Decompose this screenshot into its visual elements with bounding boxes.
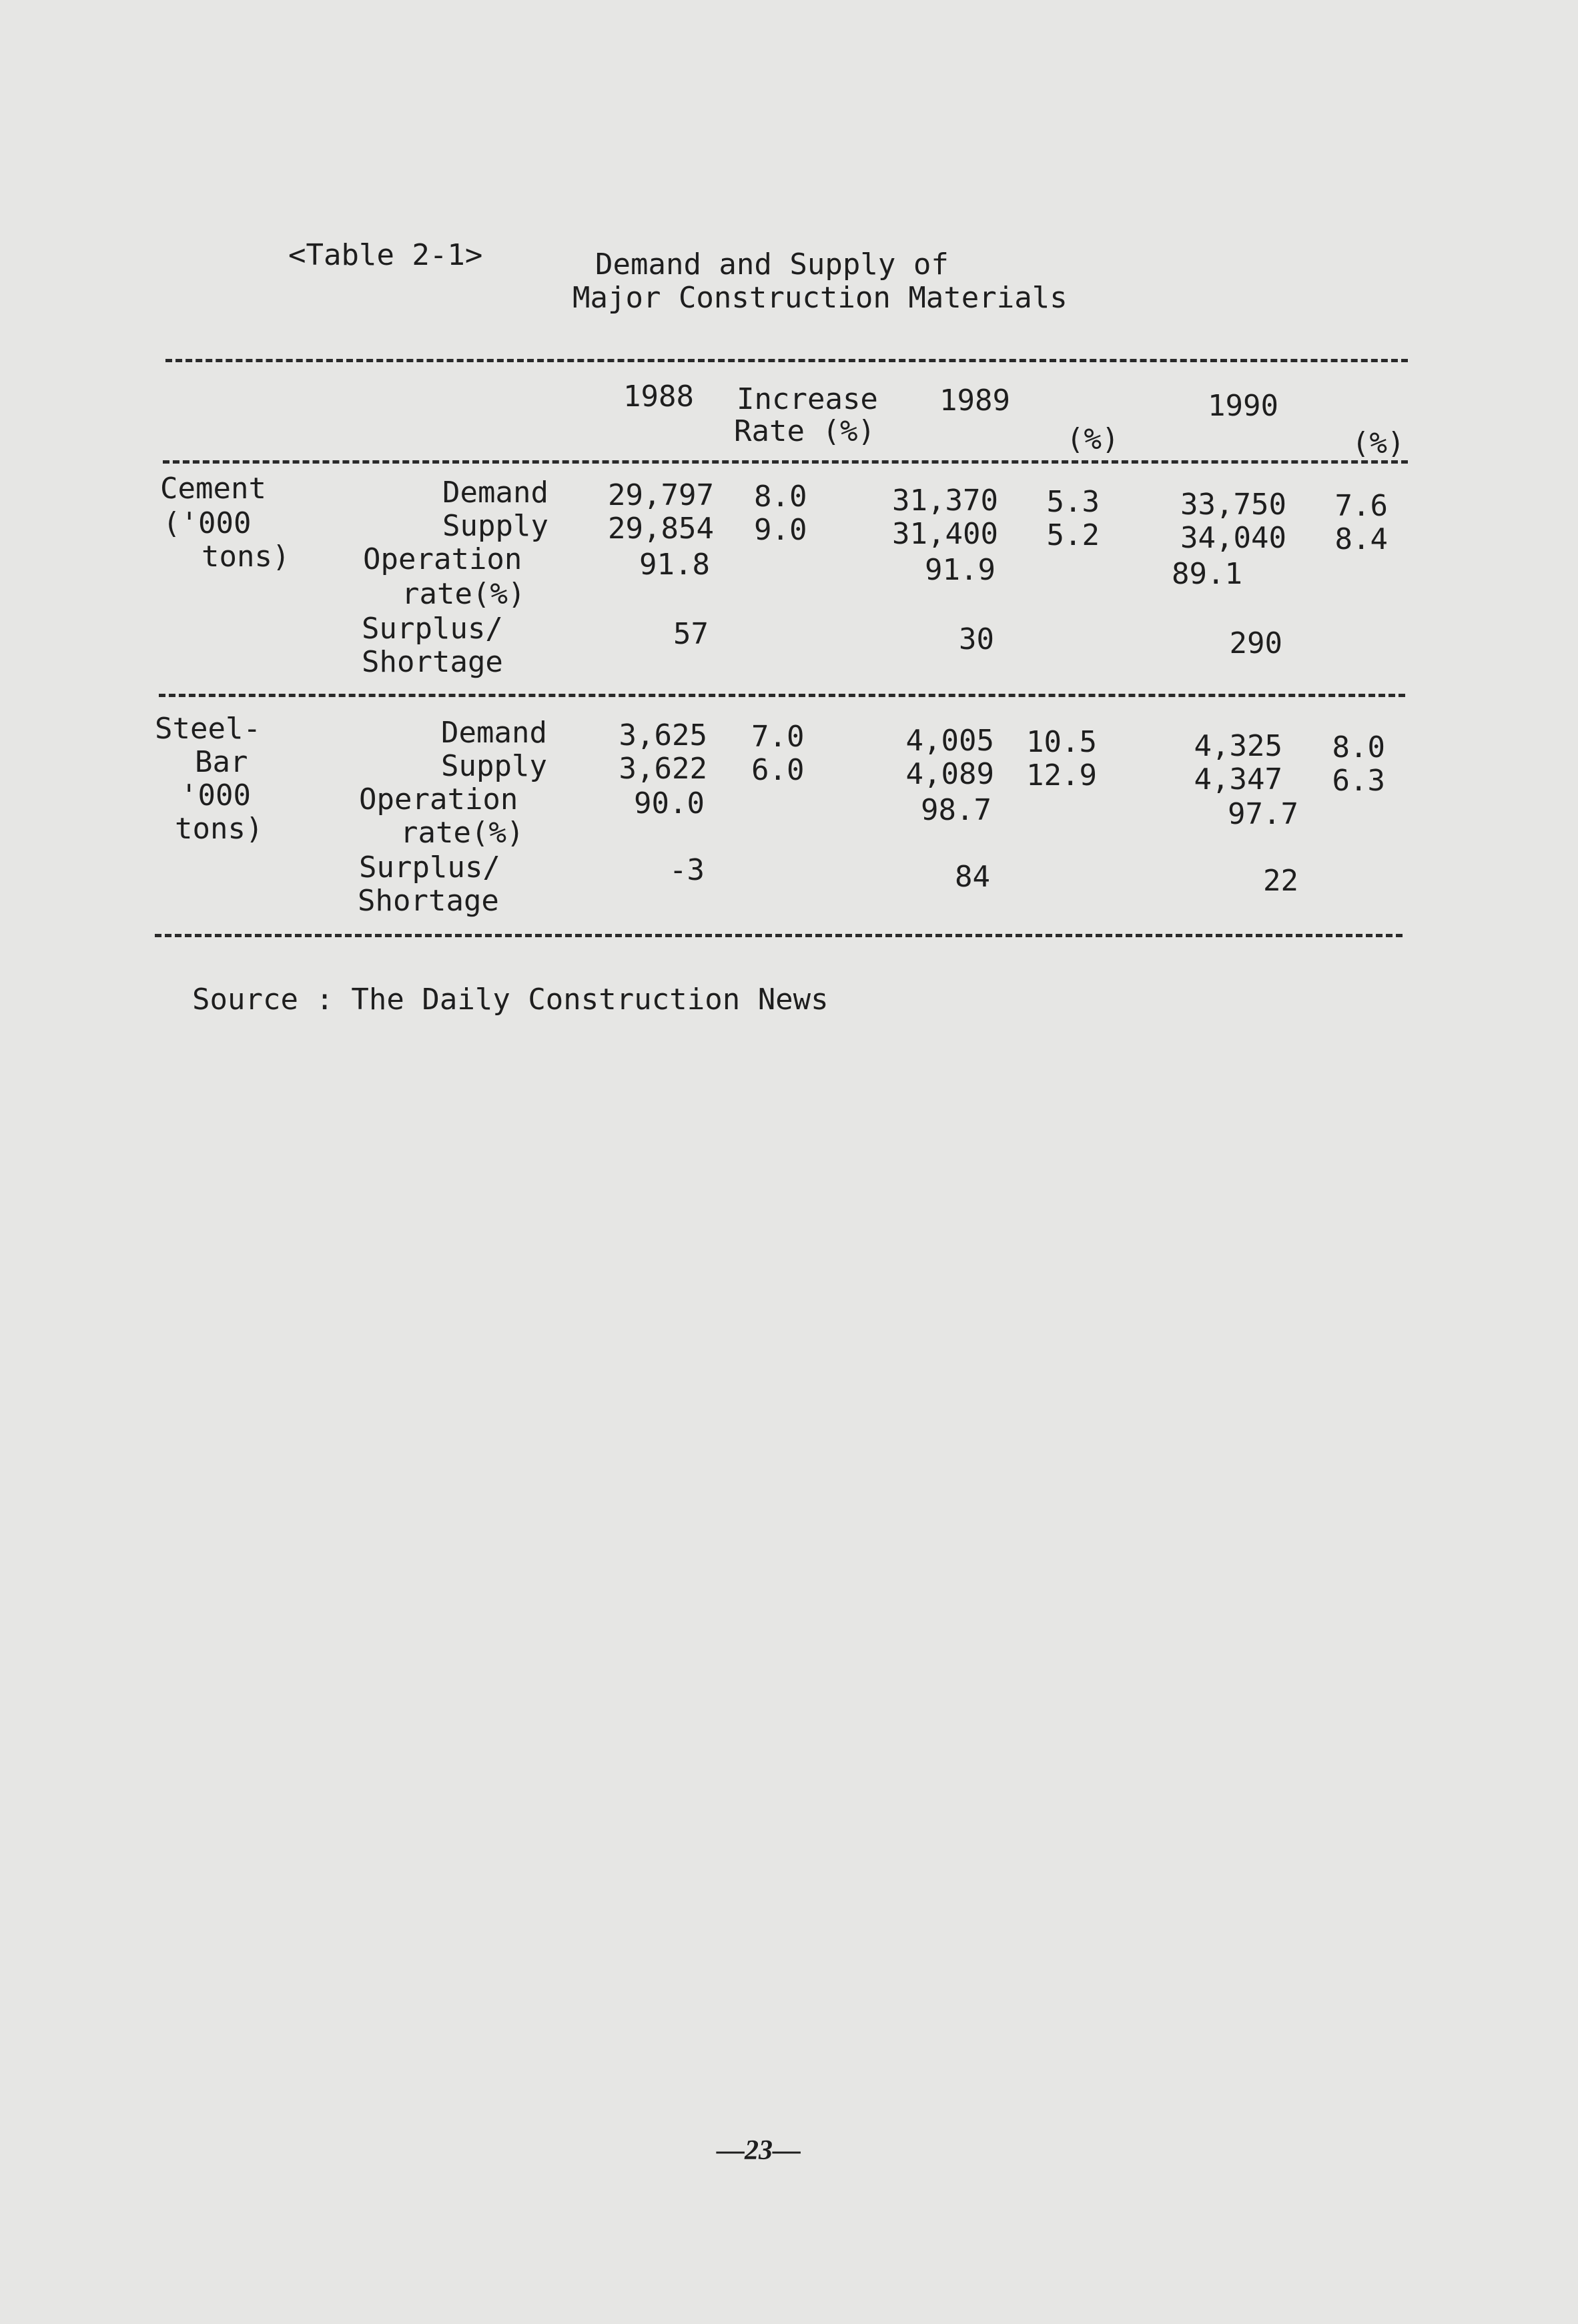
header-pct-1990: (%) — [1352, 426, 1405, 460]
cell-1989: 91.9 — [925, 553, 996, 587]
row-label-shortage: Shortage — [362, 645, 503, 679]
cell-pct-1990: 6.3 — [1332, 764, 1385, 798]
cell-1988: 3,625 — [619, 718, 707, 752]
cell-rate: 8.0 — [754, 480, 807, 514]
cell-1988: 91.8 — [639, 548, 710, 582]
cell-rate: 7.0 — [751, 720, 805, 754]
cell-pct-1989: 5.2 — [1046, 518, 1100, 552]
group-label-line: Cement — [160, 472, 266, 506]
cell-1988: 29,854 — [608, 512, 714, 546]
row-label-supply: Supply — [441, 749, 547, 783]
group-label-line: tons) — [175, 812, 264, 846]
cell-1990: 33,750 — [1180, 488, 1286, 522]
group-label-line: '000 — [180, 778, 251, 812]
row-label-operation-unit: rate(%) — [402, 577, 526, 611]
bottom-rule — [155, 934, 1403, 937]
group-label-line: Steel- — [155, 712, 261, 746]
row-label-operation: Operation — [359, 782, 518, 816]
cell-pct-1989: 5.3 — [1046, 485, 1100, 519]
top-rule — [165, 359, 1408, 362]
header-pct-1989: (%) — [1066, 422, 1120, 456]
header-increase: Increase — [737, 382, 878, 416]
cell-1990: 89.1 — [1172, 557, 1242, 591]
header-1989: 1989 — [939, 384, 1010, 418]
source-note: Source : The Daily Construction News — [192, 983, 829, 1017]
cell-1989: 30 — [959, 622, 994, 656]
cell-1989: 4,005 — [905, 724, 994, 758]
cell-1988: 3,622 — [619, 752, 707, 786]
group-label-line: Bar — [195, 745, 248, 779]
cell-1988: 29,797 — [608, 478, 714, 512]
group-label-line: ('000 — [163, 506, 252, 540]
cell-1990: 22 — [1263, 864, 1298, 898]
cell-1990: 97.7 — [1228, 797, 1298, 831]
row-label-supply: Supply — [442, 509, 548, 543]
cell-1989: 4,089 — [905, 757, 994, 791]
cell-1990: 4,347 — [1194, 762, 1282, 796]
row-label-surplus: Surplus/ — [362, 612, 503, 646]
cell-1988: 90.0 — [634, 786, 705, 820]
cell-1989: 31,400 — [892, 517, 998, 551]
cell-1988: 57 — [673, 617, 709, 651]
row-label-surplus: Surplus/ — [359, 850, 500, 885]
table-title-line1: Demand and Supply of — [595, 247, 949, 281]
header-rate: Rate (%) — [734, 414, 875, 448]
table-label: <Table 2-1> — [288, 238, 483, 272]
cell-1990: 34,040 — [1180, 521, 1286, 555]
row-label-demand: Demand — [441, 716, 547, 750]
cell-pct-1989: 12.9 — [1026, 758, 1097, 792]
row-label-operation-unit: rate(%) — [400, 816, 524, 850]
cell-pct-1990: 8.0 — [1332, 730, 1385, 764]
cell-1989: 31,370 — [892, 484, 998, 518]
row-label-shortage: Shortage — [358, 884, 499, 918]
row-label-operation: Operation — [363, 542, 522, 576]
group-separator-rule — [159, 694, 1405, 697]
cell-rate: 9.0 — [754, 513, 807, 547]
cell-1990: 4,325 — [1194, 729, 1282, 763]
header-1990: 1990 — [1208, 389, 1278, 423]
cell-pct-1990: 7.6 — [1334, 489, 1388, 523]
group-label-line: tons) — [202, 540, 290, 574]
cell-pct-1989: 10.5 — [1026, 725, 1097, 759]
cell-1989: 84 — [955, 860, 990, 894]
header-1988: 1988 — [623, 380, 694, 414]
cell-pct-1990: 8.4 — [1334, 522, 1388, 556]
table-title-line2: Major Construction Materials — [572, 281, 1068, 315]
cell-1990: 290 — [1229, 626, 1282, 660]
page-number: —23— — [717, 2135, 801, 2166]
cell-1989: 98.7 — [921, 793, 992, 827]
cell-1988: -3 — [669, 853, 705, 887]
header-rule — [163, 460, 1408, 464]
row-label-demand: Demand — [442, 476, 548, 510]
cell-rate: 6.0 — [751, 753, 805, 787]
